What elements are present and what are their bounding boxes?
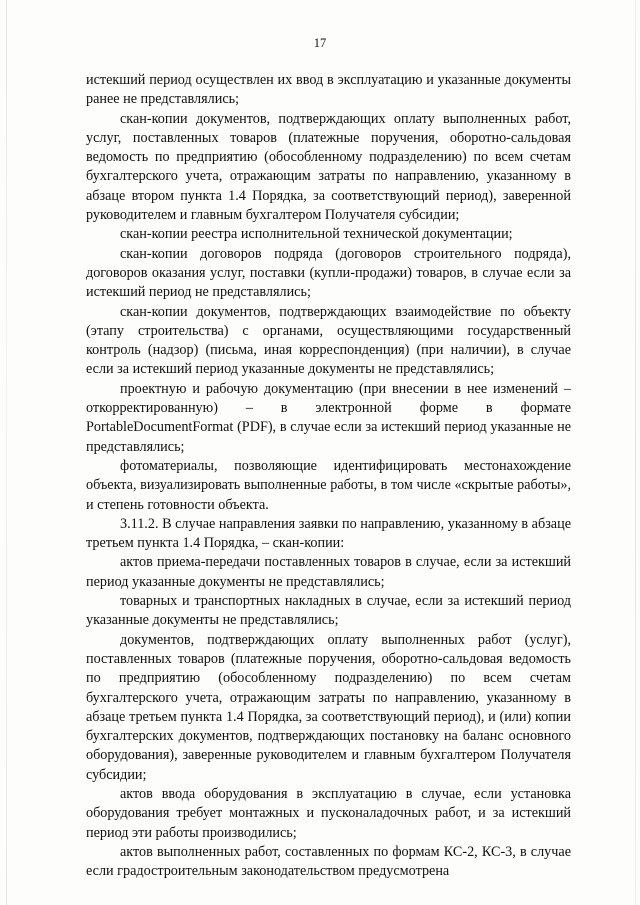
scan-edge-left <box>6 0 7 905</box>
paragraph: товарных и транспортных накладных в случае, если за истекший период указанные документы не представлялись; <box>86 593 571 629</box>
paragraph: актов ввода оборудования в эксплуатацию в случае, если установка оборудования требует монтажных и пусконаладочных работ, и за истекший период эти работы производились; <box>86 785 571 841</box>
paragraph: истекший период осуществлен их ввод в эксплуатацию и указанные документы ранее не представлялись; <box>86 72 571 108</box>
paragraph: актов выполненных работ, составленных по формам КС-2, КС-3, в случае если градостроительным законодательством предусмотрена <box>86 843 571 880</box>
paragraph: скан-копии документов, подтверждающих взаимодействие по объекту (этапу строительства) с органами, осуществляющими государственный контроль (надзор) (письма, иная корреспонденция) (при наличии), в случае если за истекший период указанные документы не представлялись; <box>86 303 571 378</box>
scan-edge-right <box>635 0 636 905</box>
page-number: 17 <box>313 36 327 50</box>
paragraph: документов, подтверждающих оплату выполненных работ (услуг), поставленных товаров (платежные поручения, оборотно-сальдовая ведомость по предприятию (обособленному подразделению) по всем счетам бухгалтерского учета, отражающим затраты по направлению, указанному в абзаце третьем пункта 1.4 Порядка, за соответствующий период), и (или) копии бухгалтерских документов, подтверждающих постановку на баланс основного оборудования), заверенные руководителем и главным бухгалтером Получателя субсидии; <box>86 631 571 783</box>
document-body <box>86 71 571 881</box>
paragraph: 3.11.2. В случае направления заявки по направлению, указанному в абзаце третьем пункта 1.4 Порядка, – скан-копии: <box>86 515 571 552</box>
paragraph: скан-копии документов, подтверждающих оплату выполненных работ, услуг, поставленных товаров (платежные поручения, оборотно-сальдовая ведомость по предприятию (обособленному подразделению) по всем счетам бухгалтерского учета, отражающим затраты по направлению, указанному в абзаце втором пункта 1.4 Порядка, за соответствующий период), заверенной руководителем и главным бухгалтером Получателя субсидии; <box>86 110 571 224</box>
paragraph: фотоматериалы, позволяющие идентифицировать местонахождение объекта, визуализировать выполненные работы, в том числе «скрытые работы», и степень готовности объекта. <box>86 457 571 513</box>
paragraph: скан-копии договоров подряда (договоров строительного подряда), договоров оказания услуг, поставки (купли-продажи) товаров, в случае если за истекший период не представлялись; <box>86 245 571 301</box>
paragraph: скан-копии реестра исполнительной технической документации; <box>120 226 513 243</box>
paragraph: актов приема-передачи поставленных товаров в случае, если за истекший период указанные документы не представлялись; <box>86 554 571 590</box>
paragraph: проектную и рабочую документацию (при внесении в нее изменений – откорректированную) – в электронной форме в формате PortableDocumentFormat (PDF), в случае если за истекший период указанные не представлялись; <box>86 380 571 455</box>
